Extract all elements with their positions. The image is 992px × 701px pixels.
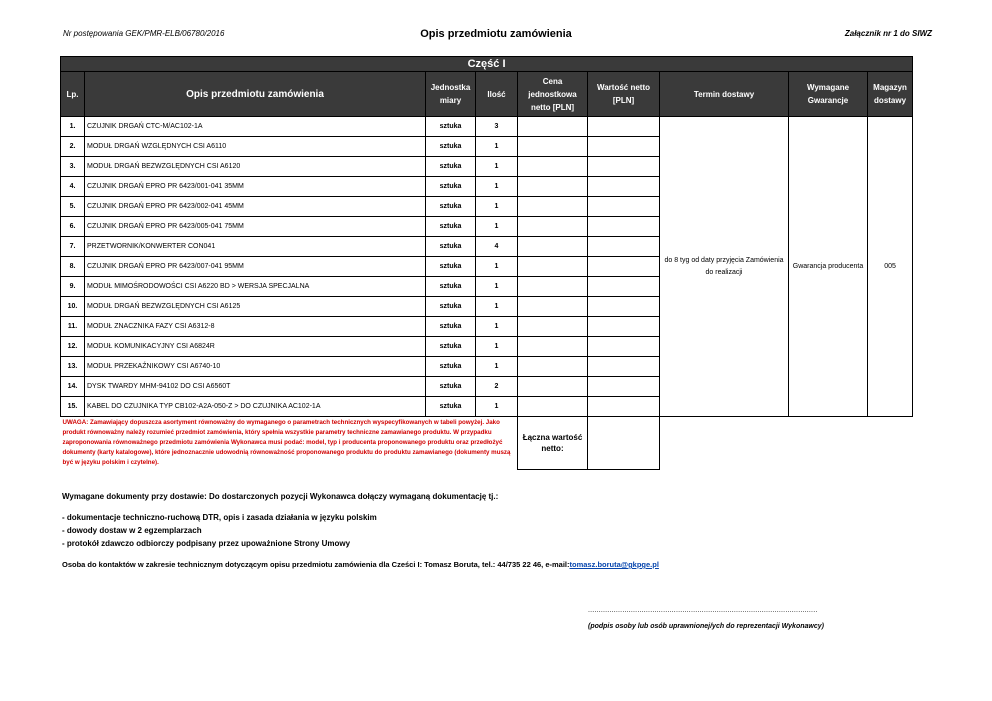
signature-caption: (podpis osoby lub osób uprawnionej/ych do reprezentacji Wykonawcy) [588,623,824,630]
row-number: 3. [61,157,85,177]
signature-line: ........................................................................................................... [588,607,818,614]
unit-price-cell[interactable] [518,317,588,337]
item-description: CZUJNIK DRGAŃ CTC-M/AC102-1A [85,117,426,137]
item-unit: sztuka [426,257,476,277]
total-net-value-cell[interactable] [588,417,660,470]
item-description: MODUŁ MIMOŚRODOWOŚCI CSI A6220 BD > WERSJA SPECJALNA [85,277,426,297]
net-value-cell[interactable] [588,177,660,197]
item-description: CZUJNIK DRGAŃ EPRO PR 6423/002-041 45MM [85,197,426,217]
item-unit: sztuka [426,177,476,197]
col-delivery: Termin dostawy [660,72,789,117]
table-body [61,117,913,470]
item-quantity: 1 [476,197,518,217]
attachment-label: Załącznik nr 1 do SIWZ [844,29,932,38]
unit-price-cell[interactable] [518,377,588,397]
item-quantity: 3 [476,117,518,137]
reference-number: Nr postępowania GEK/PMR-ELB/06780/2016 [63,29,225,38]
col-unit-price: Cena jednostkowa netto [PLN] [518,72,588,117]
net-value-cell[interactable] [588,197,660,217]
net-value-cell[interactable] [588,217,660,237]
total-net-label: Łączna wartość netto: [518,417,588,470]
part-title: Część I [61,57,913,72]
net-value-cell[interactable] [588,277,660,297]
doc-item: - protokół zdawczo odbiorczy podpisany przez upoważnione Strony Umowy [62,539,351,548]
row-number: 14. [61,377,85,397]
doc-item: - dowody dostaw w 2 egzemplarzach [62,526,202,535]
net-value-cell[interactable] [588,357,660,377]
item-quantity: 1 [476,257,518,277]
item-unit: sztuka [426,357,476,377]
item-unit: sztuka [426,297,476,317]
row-number: 4. [61,177,85,197]
contact-text: Osoba do kontaktów w zakresie technicznym dotyczącym opisu przedmiotu zamówienia dla Cześci I: Tomasz Boruta, tel.: 44/735 22 46, e-mail: [62,560,570,569]
item-unit: sztuka [426,237,476,257]
equivalence-note: UWAGA: Zamawiający dopuszcza asortyment równoważny do wymaganego o parametrach technicznych wyspecyfikowanych w tabeli powyżej. Jako produkt równoważny należy rozumieć przedmiot zamówienia, który spełnia wszystkie parametry techniczne zamawianego produktu. W przypadku zaproponowania równoważnego przedmiotu zamówienia Wykonawca musi podać: model, typ i producenta proponowanego produktu oraz przedłożyć dokumenty (karty katalogowe), które jednoznacznie udowodnią równoważność proponowanego produktu do produktu zamawianego (dokumenty muszą być w języku polskim i czytelne). [61,417,518,470]
row-number: 12. [61,337,85,357]
unit-price-cell[interactable] [518,137,588,157]
net-value-cell[interactable] [588,397,660,417]
item-description: CZUJNIK DRGAŃ EPRO PR 6423/007-041 95MM [85,257,426,277]
row-number: 7. [61,237,85,257]
row-number: 8. [61,257,85,277]
row-number: 1. [61,117,85,137]
col-description: Opis przedmiotu zamówienia [85,72,426,117]
col-quantity: Ilość [476,72,518,117]
item-quantity: 1 [476,137,518,157]
item-description: KABEL DO CZUJNIKA TYP CB102-A2A-050-Z > DO CZUJNIKA AC102-1A [85,397,426,417]
delivery-term: do 8 tyg od daty przyjęcia Zamówienia do realizacji [660,117,789,417]
unit-price-cell[interactable] [518,257,588,277]
item-description: MODUŁ DRGAŃ BEZWZGLĘDNYCH CSI A6120 [85,157,426,177]
item-unit: sztuka [426,397,476,417]
item-quantity: 1 [476,277,518,297]
row-number: 15. [61,397,85,417]
unit-price-cell[interactable] [518,197,588,217]
item-quantity: 1 [476,217,518,237]
col-net-value: Wartość netto [PLN] [588,72,660,117]
net-value-cell[interactable] [588,317,660,337]
item-quantity: 1 [476,317,518,337]
net-value-cell[interactable] [588,257,660,277]
col-unit: Jednostka miary [426,72,476,117]
row-number: 9. [61,277,85,297]
net-value-cell[interactable] [588,297,660,317]
required-docs-list [62,511,377,550]
item-unit: sztuka [426,217,476,237]
item-quantity: 1 [476,177,518,197]
item-unit: sztuka [426,277,476,297]
net-value-cell[interactable] [588,377,660,397]
item-description: CZUJNIK DRGAŃ EPRO PR 6423/001-041 35MM [85,177,426,197]
unit-price-cell[interactable] [518,237,588,257]
col-warehouse: Magazyn dostawy [868,72,913,117]
item-quantity: 1 [476,297,518,317]
col-lp: Lp. [61,72,85,117]
contact-email-link[interactable]: tomasz.boruta@gkpge.pl [569,560,659,569]
unit-price-cell[interactable] [518,297,588,317]
order-table [60,56,913,470]
item-description: DYSK TWARDY MHM-94102 DO CSI A6560T [85,377,426,397]
item-unit: sztuka [426,337,476,357]
net-value-cell[interactable] [588,337,660,357]
unit-price-cell[interactable] [518,217,588,237]
unit-price-cell[interactable] [518,337,588,357]
doc-item: - dokumentacje techniczno-ruchową DTR, opis i zasada działania w języku polskim [62,513,377,522]
item-description: MODUŁ ZNACZNIKA FAZY CSI A6312-8 [85,317,426,337]
item-quantity: 1 [476,337,518,357]
item-description: MODUŁ PRZEKAŹNIKOWY CSI A6740-10 [85,357,426,377]
total-row [61,417,913,470]
unit-price-cell[interactable] [518,117,588,137]
row-number: 11. [61,317,85,337]
item-quantity: 1 [476,357,518,377]
item-unit: sztuka [426,317,476,337]
net-value-cell[interactable] [588,137,660,157]
row-number: 13. [61,357,85,377]
net-value-cell[interactable] [588,157,660,177]
item-unit: sztuka [426,377,476,397]
row-number: 10. [61,297,85,317]
item-description: MODUŁ DRGAŃ WZGLĘDNYCH CSI A6110 [85,137,426,157]
table-row [61,117,913,137]
net-value-cell[interactable] [588,237,660,257]
item-description: MODUŁ DRGAŃ BEZWZGLĘDNYCH CSI A6125 [85,297,426,317]
contact-info [62,560,659,569]
item-unit: sztuka [426,157,476,177]
col-warranty: Wymagane Gwarancje [789,72,868,117]
item-unit: sztuka [426,117,476,137]
item-quantity: 4 [476,237,518,257]
item-unit: sztuka [426,137,476,157]
unit-price-cell[interactable] [518,277,588,297]
item-quantity: 1 [476,157,518,177]
empty-space [660,417,913,470]
unit-price-cell[interactable] [518,177,588,197]
item-description: CZUJNIK DRGAŃ EPRO PR 6423/005-041 75MM [85,217,426,237]
net-value-cell[interactable] [588,117,660,137]
item-description: MODUŁ KOMUNIKACYJNY CSI A6824R [85,337,426,357]
item-quantity: 1 [476,397,518,417]
unit-price-cell[interactable] [518,157,588,177]
page-title: Opis przedmiotu zamówienia [420,28,572,40]
required-docs-heading: Wymagane dokumenty przy dostawie: Do dostarczonych pozycji Wykonawca dołączy wymaganą dokumentację tj.: [62,492,499,501]
warranty-cell: Gwarancja producenta [789,117,868,417]
unit-price-cell[interactable] [518,357,588,377]
unit-price-cell[interactable] [518,397,588,417]
item-unit: sztuka [426,197,476,217]
row-number: 6. [61,217,85,237]
row-number: 2. [61,137,85,157]
item-quantity: 2 [476,377,518,397]
item-description: PRZETWORNIK/KONWERTER CON041 [85,237,426,257]
warehouse-cell: 005 [868,117,913,417]
row-number: 5. [61,197,85,217]
